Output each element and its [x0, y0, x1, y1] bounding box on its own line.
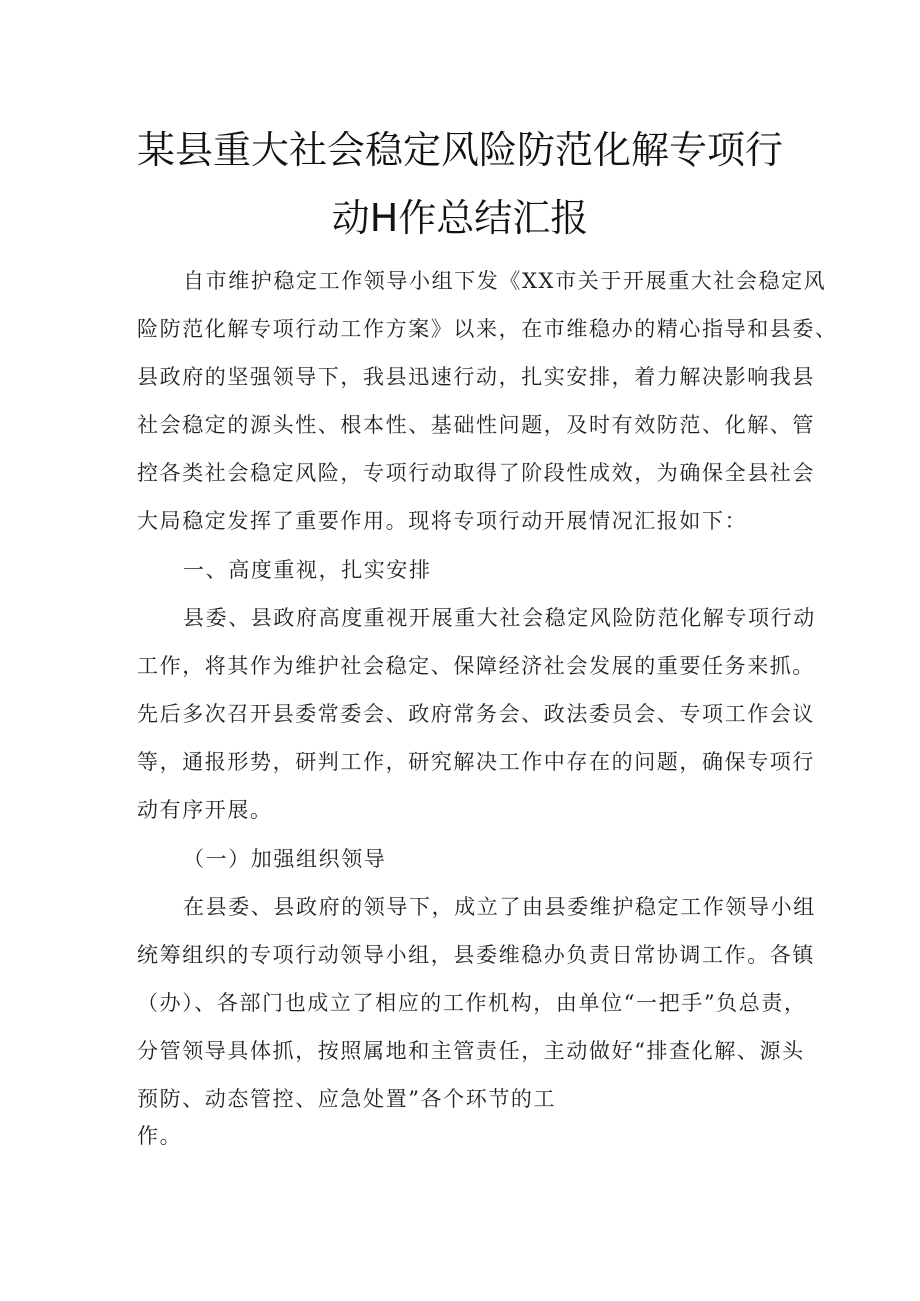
body-line-5: 控各类社会稳定风险，专项行动取得了阶段性成效，为确保全县社会 [137, 461, 815, 485]
subsection-heading-1: （一）加强组织领导 [183, 847, 387, 871]
body-line-14: （办）、各部门也成立了相应的工作机构，由单位“一把手”负总责， [137, 991, 807, 1015]
body-line-8: 工作，将其作为维护社会稳定、保障经济社会发展的重要任务来抓。 [137, 654, 815, 678]
body-line-11: 动有序开展。 [137, 798, 273, 822]
body-line-12: 在县委、县政府的领导下，成立了由县委维护稳定工作领导小组 [183, 895, 816, 919]
body-line-6: 大局稳定发挥了重要作用。现将专项行动开展情况汇报如下： [137, 509, 748, 533]
document-title-line-2: 动H作总结汇报 [331, 196, 589, 240]
body-line-4: 社会稳定的源头性、根本性、基础性问题，及时有效防范、化解、管 [137, 413, 815, 437]
body-line-13: 统筹组织的专项行动领导小组，县委维稳办负责日常协调工作。各镇 [137, 943, 815, 967]
body-line-2: 险防范化解专项行动工作方案》以来，在市维稳办的精心指导和县委、 [137, 317, 838, 341]
body-line-10: 等，通报形势，研判工作，研究解决工作中存在的问题，确保专项行 [137, 750, 815, 774]
body-line-3: 县政府的坚强领导下，我县迅速行动，扎实安排，着力解决影响我县 [137, 365, 815, 389]
body-line-1: 自市维护稳定工作领导小组下发《XX市关于开展重大社会稳定风 [183, 269, 827, 293]
body-line-17: 作。 [137, 1124, 183, 1148]
body-line-16: 预防、动态管控、应急处置”各个环节的工 [137, 1087, 557, 1111]
document-title-line-1: 某县重大社会稳定风险防范化解专项行 [136, 128, 783, 172]
body-line-7: 县委、县政府高度重视开展重大社会稳定风险防范化解专项行动 [183, 606, 816, 630]
body-line-15: 分管领导具体抓，按照属地和主管责任，主动做好“排查化解、源头 [137, 1039, 805, 1063]
section-heading-1: 一、高度重视，扎实安排 [183, 558, 432, 582]
body-line-9: 先后多次召开县委常委会、政府常务会、政法委员会、专项工作会议 [137, 702, 815, 726]
